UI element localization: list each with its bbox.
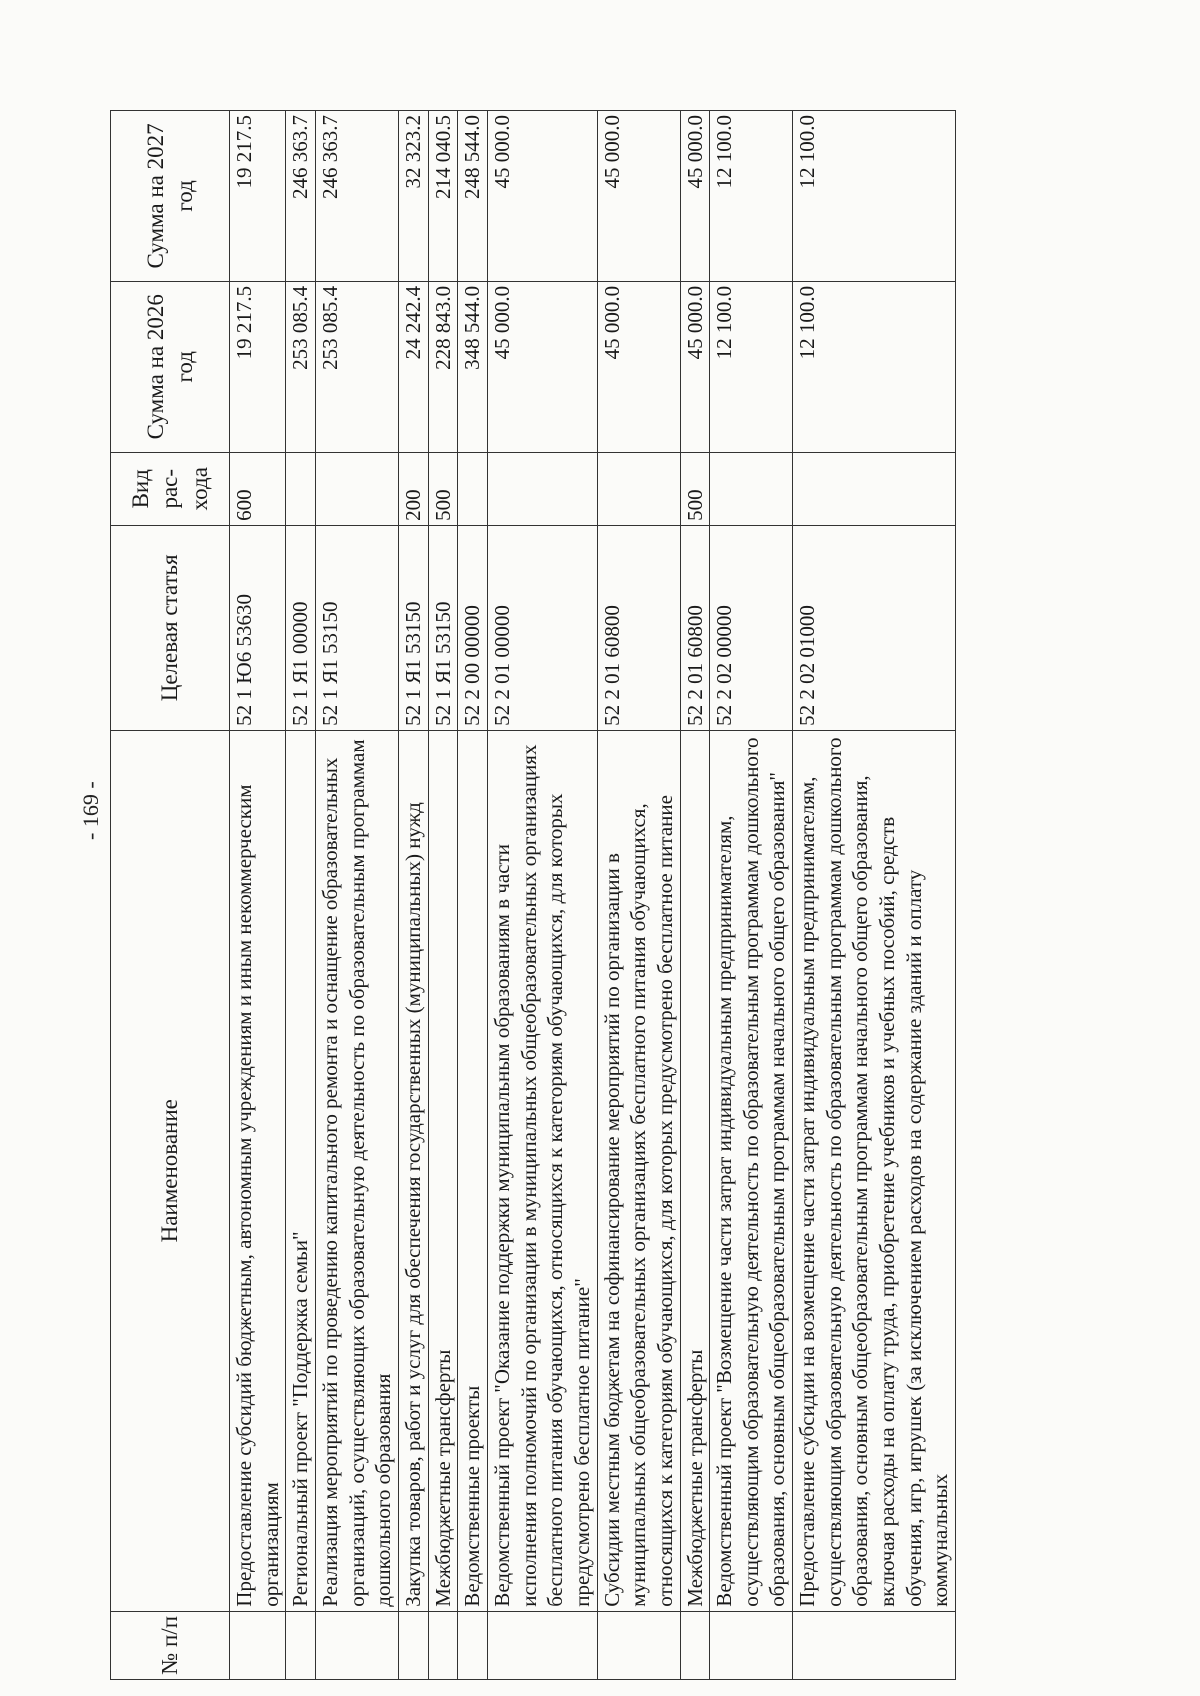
- header-sum-2026: Сумма на 2026 год: [111, 281, 230, 452]
- cell-num: [230, 1611, 286, 1679]
- cell-target: 52 1 Я1 53150: [428, 525, 458, 730]
- cell-kind: [710, 452, 793, 525]
- cell-sum-2027: 12 100.0: [793, 111, 956, 282]
- cell-name: Ведомственные проекты: [458, 730, 488, 1611]
- header-num: № п/п: [111, 1611, 230, 1679]
- cell-sum-2026: 45 000.0: [680, 281, 710, 452]
- cell-sum-2027: 45 000.0: [487, 111, 597, 282]
- cell-kind: 600: [230, 452, 286, 525]
- cell-name: Региональный проект "Поддержка семьи": [286, 730, 316, 1611]
- cell-num: [286, 1611, 316, 1679]
- cell-target: 52 2 02 00000: [710, 525, 793, 730]
- cell-sum-2026: 12 100.0: [793, 281, 956, 452]
- cell-kind: 200: [398, 452, 428, 525]
- cell-num: [710, 1611, 793, 1679]
- cell-sum-2027: 246 363.7: [286, 111, 316, 282]
- cell-target: 52 2 01 60800: [680, 525, 710, 730]
- cell-name: Предоставление субсидий бюджетным, автономным учреждениям и иным некоммерческим организациям: [230, 730, 286, 1611]
- cell-name: Межбюджетные трансферты: [428, 730, 458, 1611]
- cell-sum-2027: 246 363.7: [315, 111, 398, 282]
- cell-sum-2027: 45 000.0: [680, 111, 710, 282]
- table-row: [458, 111, 488, 1680]
- table-row: [710, 111, 793, 1680]
- cell-num: [487, 1611, 597, 1679]
- table-row: [428, 111, 458, 1680]
- cell-num: [458, 1611, 488, 1679]
- cell-sum-2026: 253 085.4: [315, 281, 398, 452]
- cell-sum-2027: 12 100.0: [710, 111, 793, 282]
- cell-name: Предоставление субсидии на возмещение части затрат индивидуальным предпринимателям, осуществляющим образовательную деятельность по образовательным программам дошкольного образования, основным общеобразовательным программам начального общего образования, включая расходы на оплату труда, приобретение учебников и учебных пособий, средств обучения, игр, игрушек (за исключением расходов на содержание зданий и оплату коммунальных: [793, 730, 956, 1611]
- cell-target: 52 1 Я1 53150: [398, 525, 428, 730]
- cell-target: 52 1 Я1 00000: [286, 525, 316, 730]
- cell-name: Межбюджетные трансферты: [680, 730, 710, 1611]
- table-row: [487, 111, 597, 1680]
- cell-num: [315, 1611, 398, 1679]
- cell-kind: 500: [680, 452, 710, 525]
- cell-target: 52 1 Ю6 53630: [230, 525, 286, 730]
- budget-table: [110, 110, 956, 1680]
- cell-sum-2027: 214 040.5: [428, 111, 458, 282]
- cell-name: Ведомственный проект "Возмещение части затрат индивидуальным предпринимателям, осуществляющим образовательную деятельность по образовательным программам дошкольного образования, основным общеобразовательным программам начального общего образования": [710, 730, 793, 1611]
- rotated-table-wrapper: [110, 110, 1100, 1680]
- cell-kind: 500: [428, 452, 458, 525]
- table-header-row: [111, 111, 230, 1680]
- cell-target: 52 2 01 00000: [487, 525, 597, 730]
- table-row: [286, 111, 316, 1680]
- page-number: - 169 -: [78, 781, 103, 840]
- cell-sum-2026: 253 085.4: [286, 281, 316, 452]
- cell-num: [680, 1611, 710, 1679]
- cell-sum-2026: 12 100.0: [710, 281, 793, 452]
- cell-target: 52 2 00 00000: [458, 525, 488, 730]
- cell-sum-2026: 348 544.0: [458, 281, 488, 452]
- table-row: [230, 111, 286, 1680]
- cell-name: Реализация мероприятий по проведению капитального ремонта и оснащение образовательных организаций, осуществляющих образовательную деятельность по образовательным программам дошкольного образования: [315, 730, 398, 1611]
- cell-num: [793, 1611, 956, 1679]
- cell-target: 52 2 01 60800: [597, 525, 680, 730]
- cell-kind: [315, 452, 398, 525]
- header-sum-2027: Сумма на 2027 год: [111, 111, 230, 282]
- cell-sum-2026: 45 000.0: [487, 281, 597, 452]
- cell-sum-2026: 19 217.5: [230, 281, 286, 452]
- cell-name: Ведомственный проект "Оказание поддержки муниципальным образованиям в части исполнения полномочий по организации в муниципальных общеобразовательных организациях бесплатного питания обучающихся, относящихся к категориям обучающихся, для которых предусмотрено бесплатное питание": [487, 730, 597, 1611]
- cell-kind: [597, 452, 680, 525]
- header-name: Наименование: [111, 730, 230, 1611]
- cell-sum-2027: 248 544.0: [458, 111, 488, 282]
- cell-sum-2026: 228 843.0: [428, 281, 458, 452]
- table-row: [398, 111, 428, 1680]
- cell-sum-2026: 45 000.0: [597, 281, 680, 452]
- cell-target: 52 1 Я1 53150: [315, 525, 398, 730]
- cell-kind: [487, 452, 597, 525]
- cell-sum-2027: 45 000.0: [597, 111, 680, 282]
- cell-name: Субсидии местным бюджетам на софинансирование мероприятий по организации в муниципальных общеобразовательных организациях бесплатного питания обучающихся, относящихся к категориям обучающихся, для которых предусмотрено бесплатное питание: [597, 730, 680, 1611]
- cell-target: 52 2 02 01000: [793, 525, 956, 730]
- table-row: [315, 111, 398, 1680]
- cell-kind: [458, 452, 488, 525]
- table-row: [793, 111, 956, 1680]
- header-kind: Вид рас-хода: [111, 452, 230, 525]
- cell-sum-2027: 19 217.5: [230, 111, 286, 282]
- table-row: [597, 111, 680, 1680]
- table-row: [680, 111, 710, 1680]
- cell-num: [597, 1611, 680, 1679]
- cell-kind: [793, 452, 956, 525]
- cell-sum-2027: 32 323.2: [398, 111, 428, 282]
- header-target: Целевая статья: [111, 525, 230, 730]
- cell-sum-2026: 24 242.4: [398, 281, 428, 452]
- cell-kind: [286, 452, 316, 525]
- cell-name: Закупка товаров, работ и услуг для обеспечения государственных (муниципальных) нужд: [398, 730, 428, 1611]
- cell-num: [428, 1611, 458, 1679]
- cell-num: [398, 1611, 428, 1679]
